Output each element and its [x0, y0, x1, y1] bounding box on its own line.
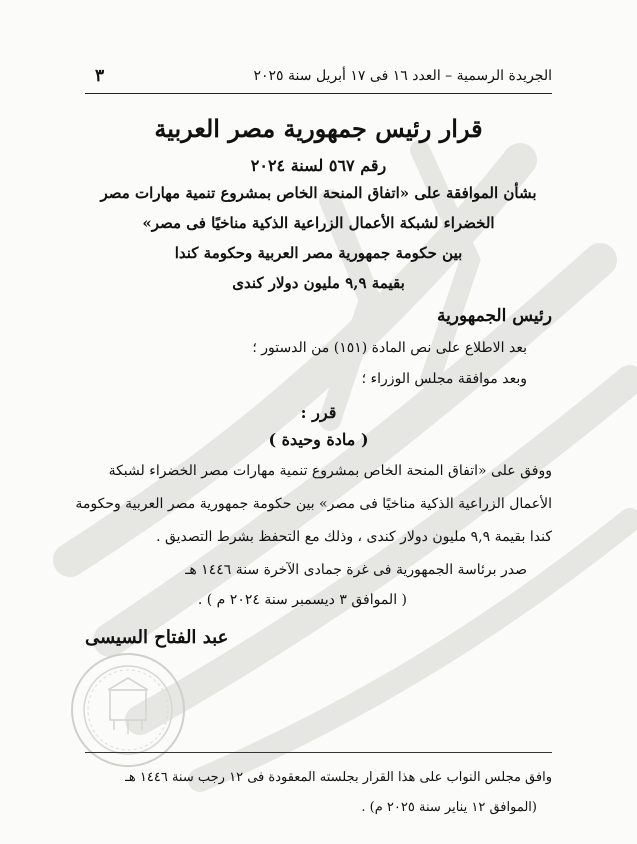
decree-subject-line: بين حكومة جمهورية مصر العربية وحكومة كندا: [174, 244, 463, 262]
issuance-gregorian: ( الموافق ٣ ديسمبر سنة ٢٠٢٤ م ) .: [197, 592, 407, 608]
article-body-line: الأعمال الزراعية الذكية مناخيًا فى مصر» بين حكومة جمهورية مصر العربية وحكومة: [75, 496, 552, 512]
gazette-title: الجريدة الرسمية – العدد ١٦ فى ١٧ أبريل سنة ٢٠٢٥: [253, 68, 552, 84]
decree-subject-line: بقيمة ٩,٩ مليون دولار كندى: [232, 274, 405, 292]
footnote-divider: [85, 752, 552, 753]
article-body-line: كندا بقيمة ٩,٩ مليون دولار كندى ، وذلك مع التحفظ بشرط التصديق .: [156, 529, 552, 545]
footnote-line: وافق مجلس النواب على هذا القرار بجلسته المعقودة فى ١٢ رجب سنة ١٤٤٦ هـ: [125, 770, 552, 785]
preamble-line: بعد الاطلاع على نص المادة (١٥١) من الدستور ؛: [252, 340, 527, 356]
decree-title: قرار رئيس جمهورية مصر العربية: [154, 114, 483, 143]
decree-subject-line: بشأن الموافقة على «اتفاق المنحة الخاص بمشروع تنمية مهارات مصر: [100, 184, 537, 202]
decided-heading: قرر :: [300, 403, 337, 422]
issuance-line: صدر برئاسة الجمهورية فى غرة جمادى الآخرة سنة ١٤٤٦ هـ: [185, 562, 527, 578]
article-heading: ( مادة وحيدة ): [268, 430, 369, 449]
page-header: [85, 66, 552, 90]
president-heading: رئيس الجمهورية: [436, 306, 552, 326]
decree-number: رقم ٥٦٧ لسنة ٢٠٢٤: [250, 156, 387, 175]
article-body-line: ووفق على «اتفاق المنحة الخاص بمشروع تنمية مهارات مصر الخضراء لشبكة: [108, 463, 552, 479]
footnote-line: (الموافق ١٢ يناير سنة ٢٠٢٥ م) .: [361, 800, 537, 815]
preamble-line: وبعد موافقة مجلس الوزراء ؛: [361, 371, 527, 387]
signature: عبد الفتاح السيسى: [85, 627, 229, 648]
decree-subject-line: الخضراء لشبكة الأعمال الزراعية الذكية مناخيًا فى مصر»: [142, 214, 495, 232]
header-divider: [85, 93, 552, 94]
page-number: ٣: [95, 66, 105, 86]
